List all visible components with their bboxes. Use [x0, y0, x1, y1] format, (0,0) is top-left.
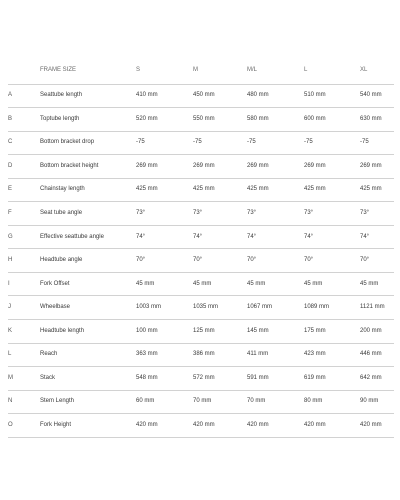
- cell-size-ml: 411 mm: [247, 343, 304, 367]
- cell-size-s: 1003 mm: [136, 296, 193, 320]
- cell-size-l: -75: [304, 131, 360, 155]
- cell-size-xl: 446 mm: [360, 343, 394, 367]
- cell-size-xl: 540 mm: [360, 84, 394, 108]
- cell-size-l: 70°: [304, 249, 360, 273]
- row-measurement-name: Bottom bracket drop: [40, 131, 136, 155]
- cell-size-ml: 74°: [247, 225, 304, 249]
- table-row: [8, 202, 394, 226]
- row-measurement-name: Toptube length: [40, 108, 136, 132]
- cell-size-ml: 1067 mm: [247, 296, 304, 320]
- row-letter: D: [8, 155, 40, 179]
- table-row: [8, 225, 394, 249]
- cell-size-s: 70°: [136, 249, 193, 273]
- cell-size-l: 510 mm: [304, 84, 360, 108]
- row-letter: J: [8, 296, 40, 320]
- cell-size-ml: 480 mm: [247, 84, 304, 108]
- table-row: [8, 155, 394, 179]
- cell-size-m: 386 mm: [193, 343, 247, 367]
- row-letter: A: [8, 84, 40, 108]
- cell-size-xl: 630 mm: [360, 108, 394, 132]
- cell-size-xl: 269 mm: [360, 155, 394, 179]
- row-letter: C: [8, 131, 40, 155]
- cell-size-s: 425 mm: [136, 178, 193, 202]
- table-row: [8, 414, 394, 438]
- cell-size-xl: 1121 mm: [360, 296, 394, 320]
- cell-size-l: 175 mm: [304, 319, 360, 343]
- cell-size-s: 410 mm: [136, 84, 193, 108]
- cell-size-l: 423 mm: [304, 343, 360, 367]
- cell-size-l: 80 mm: [304, 390, 360, 414]
- table-row: [8, 249, 394, 273]
- cell-size-xl: 90 mm: [360, 390, 394, 414]
- row-letter: O: [8, 414, 40, 438]
- header-row: [8, 58, 394, 84]
- table-row: [8, 296, 394, 320]
- row-letter: K: [8, 319, 40, 343]
- row-measurement-name: Headtube length: [40, 319, 136, 343]
- cell-size-s: 100 mm: [136, 319, 193, 343]
- cell-size-l: 269 mm: [304, 155, 360, 179]
- cell-size-ml: 591 mm: [247, 367, 304, 391]
- row-measurement-name: Chainstay length: [40, 178, 136, 202]
- cell-size-xl: 73°: [360, 202, 394, 226]
- cell-size-xl: 642 mm: [360, 367, 394, 391]
- cell-size-s: 269 mm: [136, 155, 193, 179]
- cell-size-m: 74°: [193, 225, 247, 249]
- row-letter: L: [8, 343, 40, 367]
- table-header: [8, 58, 394, 84]
- row-measurement-name: Headtube angle: [40, 249, 136, 273]
- header-size-s: S: [136, 58, 193, 84]
- row-measurement-name: Reach: [40, 343, 136, 367]
- table-row: [8, 367, 394, 391]
- cell-size-m: 572 mm: [193, 367, 247, 391]
- row-letter: E: [8, 178, 40, 202]
- cell-size-m: -75: [193, 131, 247, 155]
- cell-size-m: 73°: [193, 202, 247, 226]
- cell-size-m: 70 mm: [193, 390, 247, 414]
- table-row: [8, 84, 394, 108]
- cell-size-ml: 45 mm: [247, 272, 304, 296]
- cell-size-xl: 70°: [360, 249, 394, 273]
- row-measurement-name: Stack: [40, 367, 136, 391]
- cell-size-s: 74°: [136, 225, 193, 249]
- row-letter: M: [8, 367, 40, 391]
- table-row: [8, 343, 394, 367]
- cell-size-m: 125 mm: [193, 319, 247, 343]
- cell-size-l: 619 mm: [304, 367, 360, 391]
- cell-size-xl: 425 mm: [360, 178, 394, 202]
- cell-size-s: 60 mm: [136, 390, 193, 414]
- cell-size-xl: 45 mm: [360, 272, 394, 296]
- cell-size-m: 45 mm: [193, 272, 247, 296]
- row-measurement-name: Fork Offset: [40, 272, 136, 296]
- cell-size-ml: 425 mm: [247, 178, 304, 202]
- cell-size-ml: 73°: [247, 202, 304, 226]
- cell-size-s: 45 mm: [136, 272, 193, 296]
- table-row: [8, 390, 394, 414]
- cell-size-l: 74°: [304, 225, 360, 249]
- table-row: [8, 108, 394, 132]
- row-measurement-name: Wheelbase: [40, 296, 136, 320]
- row-letter: F: [8, 202, 40, 226]
- table-row: [8, 131, 394, 155]
- header-size-m: M: [193, 58, 247, 84]
- cell-size-l: 600 mm: [304, 108, 360, 132]
- cell-size-ml: 70°: [247, 249, 304, 273]
- cell-size-ml: 145 mm: [247, 319, 304, 343]
- row-measurement-name: Seat tube angle: [40, 202, 136, 226]
- table-row: [8, 178, 394, 202]
- row-measurement-name: Bottom bracket height: [40, 155, 136, 179]
- cell-size-s: 73°: [136, 202, 193, 226]
- row-letter: B: [8, 108, 40, 132]
- table-row: [8, 319, 394, 343]
- cell-size-xl: -75: [360, 131, 394, 155]
- cell-size-ml: -75: [247, 131, 304, 155]
- cell-size-m: 1035 mm: [193, 296, 247, 320]
- table-row: [8, 272, 394, 296]
- cell-size-m: 420 mm: [193, 414, 247, 438]
- cell-size-l: 45 mm: [304, 272, 360, 296]
- cell-size-s: 548 mm: [136, 367, 193, 391]
- header-size-xl: XL: [360, 58, 394, 84]
- cell-size-m: 450 mm: [193, 84, 247, 108]
- header-letter: [8, 58, 40, 84]
- row-letter: G: [8, 225, 40, 249]
- row-measurement-name: Seattube length: [40, 84, 136, 108]
- cell-size-m: 550 mm: [193, 108, 247, 132]
- cell-size-m: 425 mm: [193, 178, 247, 202]
- cell-size-ml: 70 mm: [247, 390, 304, 414]
- cell-size-l: 420 mm: [304, 414, 360, 438]
- cell-size-l: 73°: [304, 202, 360, 226]
- cell-size-m: 70°: [193, 249, 247, 273]
- cell-size-xl: 200 mm: [360, 319, 394, 343]
- row-measurement-name: Fork Height: [40, 414, 136, 438]
- cell-size-s: 420 mm: [136, 414, 193, 438]
- cell-size-ml: 420 mm: [247, 414, 304, 438]
- header-size-l: L: [304, 58, 360, 84]
- cell-size-xl: 420 mm: [360, 414, 394, 438]
- cell-size-s: -75: [136, 131, 193, 155]
- table-body: [8, 84, 394, 437]
- cell-size-xl: 74°: [360, 225, 394, 249]
- row-letter: N: [8, 390, 40, 414]
- cell-size-l: 425 mm: [304, 178, 360, 202]
- header-size-ml: M/L: [247, 58, 304, 84]
- row-measurement-name: Stem Length: [40, 390, 136, 414]
- row-letter: H: [8, 249, 40, 273]
- cell-size-l: 1089 mm: [304, 296, 360, 320]
- row-measurement-name: Effective seattube angle: [40, 225, 136, 249]
- header-frame-size: FRAME SIZE: [40, 58, 136, 84]
- frame-geometry-table: [8, 58, 394, 438]
- cell-size-ml: 580 mm: [247, 108, 304, 132]
- cell-size-ml: 269 mm: [247, 155, 304, 179]
- cell-size-s: 520 mm: [136, 108, 193, 132]
- cell-size-m: 269 mm: [193, 155, 247, 179]
- row-letter: I: [8, 272, 40, 296]
- cell-size-s: 363 mm: [136, 343, 193, 367]
